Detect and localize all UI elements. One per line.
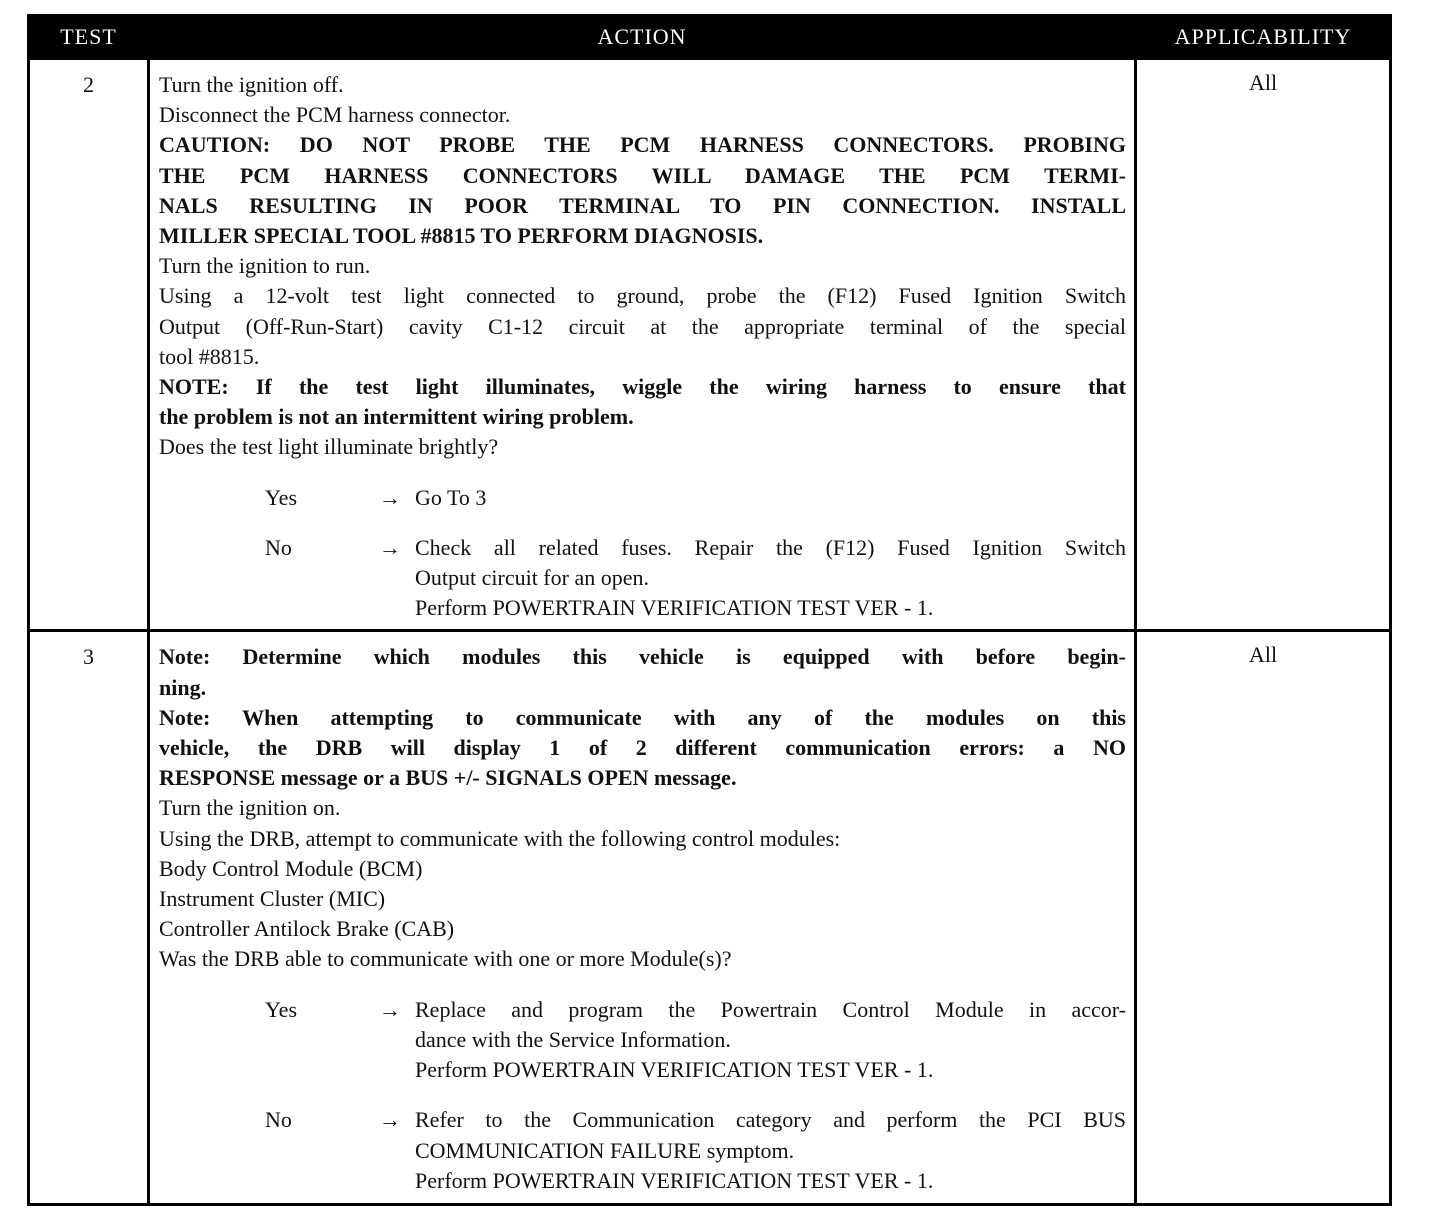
action-cell (149, 59, 1136, 631)
action-step: Disconnect the PCM harness connector. (159, 102, 511, 128)
branch-result (415, 533, 1126, 624)
result-line: Perform POWERTRAIN VERIFICATION TEST VER - 1. (415, 595, 934, 621)
branch-list (159, 995, 1126, 1196)
module-item: Instrument Cluster (MIC) (159, 886, 386, 912)
caution-line: CAUTION: DO NOT PROBE THE PCM HARNESS CONNECTORS. PROBING (159, 132, 1126, 158)
action-step: Turn the ignition off. (159, 72, 344, 97)
probe-line: Using a 12-volt test light connected to ground, probe the (F12) Fused Ignition Switch (159, 283, 1126, 309)
note-block (159, 642, 1126, 702)
note-block (159, 372, 1126, 432)
action-cell (149, 631, 1136, 1205)
arrow-icon: → (379, 534, 401, 560)
table-row-test-2 (29, 59, 1391, 631)
header-test: TEST (29, 16, 149, 59)
action-step: Turn the ignition on. (159, 795, 341, 821)
note-line: NOTE: If the test light illuminates, wiggle the wiring harness to ensure that (159, 374, 1126, 400)
module-item: Controller Antilock Brake (CAB) (159, 916, 455, 942)
note-line: Note: Determine which modules this vehicle is equipped with before begin- (159, 644, 1126, 670)
caution-line: MILLER SPECIAL TOOL #8815 TO PERFORM DIAGNOSIS. (159, 223, 764, 249)
result-line: Replace and program the Powertrain Control Module in accor- (415, 996, 1126, 1022)
note-line: the problem is not an intermittent wiring problem. (159, 404, 634, 430)
header-applicability: APPLICABILITY (1136, 16, 1391, 59)
branch-label: No (265, 1107, 292, 1133)
table-header-row (29, 16, 1391, 59)
branch-yes (265, 483, 1126, 513)
action-step: Using the DRB, attempt to communicate with the following control modules: (159, 825, 841, 851)
branch-no (265, 533, 1126, 624)
table-row-test-3 (29, 631, 1391, 1205)
branch-result (415, 483, 1126, 513)
probe-line: Output (Off-Run-Start) cavity C1-12 circuit at the appropriate terminal of the special (159, 313, 1126, 339)
applicability-value: All (1136, 631, 1391, 1205)
branch-result (415, 1105, 1126, 1196)
branch-label: Yes (265, 996, 298, 1022)
probe-instruction (159, 281, 1126, 372)
module-item: Body Control Module (BCM) (159, 855, 423, 881)
question: Was the DRB able to communicate with one or more Module(s)? (159, 946, 732, 972)
arrow-icon: → (379, 484, 401, 510)
branch-label: Yes (265, 484, 298, 510)
probe-line: tool #8815. (159, 343, 260, 369)
applicability-value: All (1136, 59, 1391, 631)
diagnostic-test-table (27, 14, 1392, 1206)
branch-result (415, 995, 1126, 1086)
caution-line: NALS RESULTING IN POOR TERMINAL TO PIN CONNECTION. INSTALL (159, 192, 1126, 218)
branch-yes (265, 995, 1126, 1086)
branch-list (159, 483, 1126, 624)
arrow-icon: → (379, 996, 401, 1022)
caution-block (159, 130, 1126, 251)
result-line: dance with the Service Information. (415, 1026, 731, 1052)
note-line: RESPONSE message or a BUS +/- SIGNALS OPEN message. (159, 765, 737, 791)
test-number: 2 (29, 59, 149, 631)
note-line: ning. (159, 674, 207, 700)
branch-no (265, 1105, 1126, 1196)
result-line: Check all related fuses. Repair the (F12) Fused Ignition Switch (415, 534, 1126, 560)
arrow-icon: → (379, 1107, 401, 1133)
result-line: Output circuit for an open. (415, 565, 649, 591)
result-line: Perform POWERTRAIN VERIFICATION TEST VER - 1. (415, 1057, 934, 1083)
caution-line: THE PCM HARNESS CONNECTORS WILL DAMAGE THE PCM TERMI- (159, 162, 1126, 188)
result-line: COMMUNICATION FAILURE symptom. (415, 1137, 795, 1163)
result-line: Refer to the Communication category and perform the PCI BUS (415, 1107, 1126, 1133)
branch-label: No (265, 534, 292, 560)
result-line: Perform POWERTRAIN VERIFICATION TEST VER - 1. (415, 1167, 934, 1193)
note-block (159, 703, 1126, 794)
test-number: 3 (29, 631, 149, 1205)
note-line: vehicle, the DRB will display 1 of 2 different communication errors: a NO (159, 735, 1126, 761)
header-action: ACTION (149, 16, 1136, 59)
result-line: Go To 3 (415, 484, 487, 510)
note-line: Note: When attempting to communicate with any of the modules on this (159, 704, 1126, 730)
question: Does the test light illuminate brightly? (159, 434, 499, 460)
action-step: Turn the ignition to run. (159, 253, 371, 279)
